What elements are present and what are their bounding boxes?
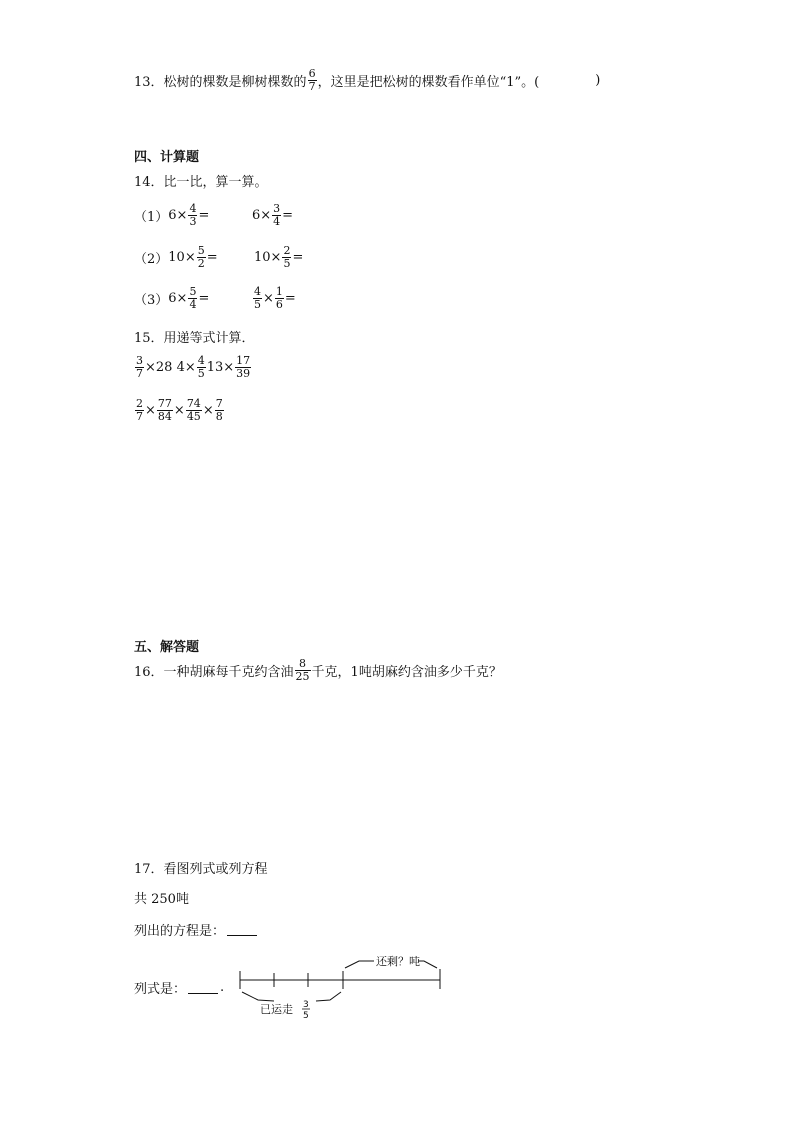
formula-label: 列式是： [134, 982, 187, 997]
expr-text: ×28 4× [145, 360, 196, 375]
remain-brace-left [345, 961, 374, 968]
times-sign: × [173, 403, 185, 418]
expr-fraction: $\frac{77}{84}$ [157, 397, 172, 423]
expr-fraction: $\frac{17}{39}$ [236, 354, 251, 380]
q17-total: 共 250吨 [134, 892, 189, 907]
q15-title: 15．用递等式计算． [134, 331, 255, 346]
q16-fraction: $\frac{8}{25}$ [295, 657, 310, 683]
q15-line-1 [134, 355, 252, 380]
moved-label: 已运走 [260, 1003, 293, 1016]
expr-int: 10× [254, 250, 282, 265]
section-5-title: 五、解答题 [134, 640, 200, 655]
q14-row-2b [254, 245, 303, 270]
question-16 [134, 658, 502, 683]
expr-fraction: $\frac{7}{8}$ [215, 397, 223, 423]
times-sign: × [202, 403, 214, 418]
row-label: （3） [134, 293, 169, 308]
times-sign: × [263, 291, 274, 306]
q13-fraction: $\frac{6}{7}$ [308, 67, 316, 93]
equation-label: 列出的方程是： [134, 924, 226, 939]
expr-fraction: $\frac{5}{4}$ [189, 285, 197, 311]
q13-text-a: 13．松树的棵数是柳树棵数的 [134, 75, 307, 90]
equals: = [206, 250, 218, 265]
q14-title: 14．比一比，算一算。 [134, 175, 268, 190]
equation-blank[interactable] [227, 923, 257, 936]
expr-fraction: $\frac{3}{7}$ [136, 354, 143, 380]
moved-brace-left [242, 992, 274, 1001]
row-label: （1） [134, 210, 169, 225]
expr-int: 6× [252, 208, 272, 223]
expr-fraction: $\frac{4}{5}$ [197, 354, 205, 380]
q14-row-1 [134, 203, 209, 228]
equals: = [198, 291, 210, 306]
q13-text-b: ，这里是把松树的棵数看作单位“1”。( [317, 75, 540, 90]
remain-label: 还剩？吨 [376, 955, 420, 968]
q17-formula [134, 978, 224, 997]
expr-fraction: $\frac{1}{6}$ [275, 285, 283, 311]
q14-row-1b [252, 203, 293, 228]
q14-row-2 [134, 245, 218, 270]
moved-frac-den: 5 [303, 1011, 309, 1021]
q14-row-3b [252, 286, 296, 311]
times-sign: × [145, 403, 156, 418]
section-4-title: 四、计算题 [134, 150, 200, 165]
equals: = [292, 250, 304, 265]
expr-int: 6× [168, 208, 188, 223]
q14-row-3 [134, 286, 209, 311]
equals: = [198, 208, 210, 223]
row-label: （2） [134, 252, 169, 267]
expr-int: 6× [168, 291, 188, 306]
q17-title: 17．看图列式或列方程 [134, 862, 268, 877]
expr-fraction: $\frac{4}{5}$ [254, 285, 261, 311]
question-13 [134, 68, 600, 93]
expr-int: 10× [168, 250, 196, 265]
q17-equation [134, 920, 259, 939]
remain-brace-right [418, 961, 437, 968]
line-segment-diagram [232, 950, 452, 1025]
expr-fraction: $\frac{2}{7}$ [136, 397, 143, 423]
expr-text: 13× [206, 360, 235, 375]
q16-text-a: 16．一种胡麻每千克约含油 [134, 665, 294, 680]
expr-fraction: $\frac{2}{5}$ [283, 244, 291, 270]
formula-blank[interactable] [188, 981, 218, 994]
expr-fraction: $\frac{3}{4}$ [273, 202, 281, 228]
formula-period: . [220, 980, 225, 995]
equals: = [284, 291, 296, 306]
expr-fraction: $\frac{5}{2}$ [197, 244, 205, 270]
moved-brace-right [316, 992, 341, 1001]
expr-fraction: $\frac{4}{3}$ [189, 202, 197, 228]
expr-fraction: $\frac{74}{45}$ [186, 397, 201, 423]
q15-line-2 [134, 398, 225, 423]
moved-frac-num: 3 [303, 1000, 309, 1010]
q16-text-b: 千克，1吨胡麻约含油多少千克？ [311, 665, 502, 680]
q13-text-c: ) [595, 73, 601, 88]
equals: = [282, 208, 294, 223]
